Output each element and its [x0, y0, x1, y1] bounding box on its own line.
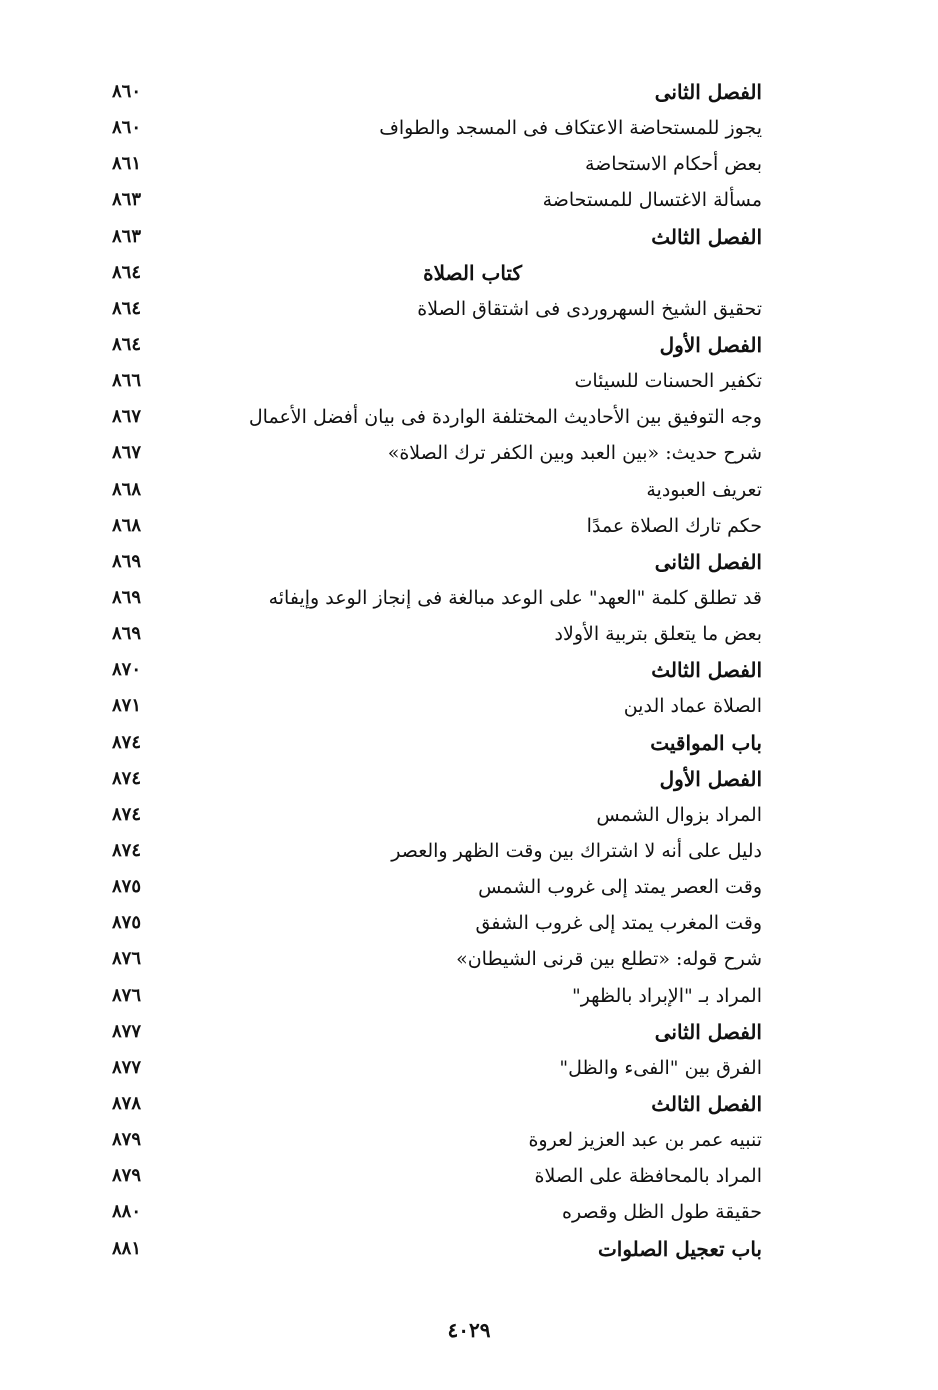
- toc-entry-page: ٨٦٨: [112, 478, 142, 500]
- toc-entry-title: مسألة الاغتسال للمستحاضة: [542, 189, 762, 212]
- toc-entry: [112, 1194, 762, 1230]
- toc-entry-title: قد تطلق كلمة "العهد" على الوعد مبالغة فى إنجاز الوعد وإيفائه: [268, 586, 762, 609]
- toc-entry: [112, 869, 762, 905]
- toc-entry-page: ٨٧٤: [112, 839, 142, 861]
- toc-section-heading: [112, 725, 762, 761]
- toc-entry-title: باب تعجيل الصلوات: [597, 1236, 762, 1261]
- toc-entry: [112, 688, 762, 724]
- toc-entry-title: الفصل الأول: [659, 332, 762, 357]
- toc-entry-title: الفصل الثانى: [654, 80, 762, 104]
- page-number: ٤٠٢٩: [447, 1318, 491, 1342]
- toc-entry-title: الفصل الأول: [659, 766, 762, 791]
- toc-entry-title: كتاب الصلاة: [423, 260, 522, 285]
- toc-entry: [112, 291, 762, 327]
- toc-entry: [112, 1050, 762, 1086]
- toc-entry-title: تنبيه عمر بن عبد العزيز لعروة: [528, 1129, 762, 1152]
- toc-entry-page: ٨٦٦: [112, 370, 142, 392]
- toc-entry-title: الفصل الثانى: [654, 549, 762, 574]
- toc-entry-page: ٨٦٣: [112, 189, 142, 211]
- toc-entry-page: ٨٦٨: [112, 514, 142, 536]
- toc-entry-page: ٨٧٧: [112, 1020, 142, 1042]
- toc-entry-title: الفرق بين "الفىء والظل": [559, 1056, 762, 1079]
- toc-entry-page: ٨٧٤: [112, 803, 142, 825]
- toc-entry-page: ٨٧٦: [112, 948, 142, 970]
- toc-section-heading: [112, 327, 762, 363]
- toc-entry-title: يجوز للمستحاضة الاعتكاف فى المسجد والطواف: [379, 117, 762, 140]
- toc-entry: [112, 182, 762, 218]
- toc-entry: [112, 472, 762, 508]
- toc-entry: [112, 1122, 762, 1158]
- toc-entry: [112, 833, 762, 869]
- toc-entry-page: ٨٦٣: [112, 225, 142, 247]
- toc-entry-page: ٨٨٠: [112, 1201, 142, 1223]
- toc-entry-page: ٨٧٩: [112, 1129, 142, 1151]
- toc-book-heading: [112, 255, 762, 291]
- toc-entry-page: ٨٧٧: [112, 1056, 142, 1078]
- toc-entry-page: ٨٦٤: [112, 261, 142, 283]
- toc-entry-page: ٨٧٥: [112, 876, 142, 898]
- toc-entry-title: شرح حديث: «بين العبد وبين الكفر ترك الصلاة»: [387, 442, 762, 465]
- toc-entry-title: تحقيق الشيخ السهروردى فى اشتقاق الصلاة: [417, 297, 762, 320]
- toc-entry: [112, 363, 762, 399]
- toc-entry-page: ٨٧٤: [112, 767, 142, 789]
- toc-entry-title: تكفير الحسنات للسيئات: [574, 370, 762, 393]
- toc-entry-title: شرح قوله: «تطلع بين قرنى الشيطان»: [456, 948, 762, 971]
- toc-entry-title: بعض أحكام الاستحاضة: [584, 153, 762, 176]
- toc-entry-page: ٨٦١: [112, 153, 142, 175]
- toc-entry-page: ٨٦٤: [112, 333, 142, 355]
- toc-section-heading: [112, 761, 762, 797]
- toc-entry-title: حكم تارك الصلاة عمدًا: [586, 514, 762, 537]
- toc-entry-page: ٨٦٩: [112, 586, 142, 608]
- toc-section-heading: [112, 544, 762, 580]
- toc-entry-title: دليل على أنه لا اشتراك بين وقت الظهر والعصر: [391, 839, 762, 862]
- toc-entry-title: الفصل الثالث: [651, 658, 762, 683]
- toc-entry-page: ٨٨١: [112, 1237, 142, 1259]
- toc-entry-page: ٨٦٩: [112, 623, 142, 645]
- toc-entry: [112, 580, 762, 616]
- toc-entry-title: بعض ما يتعلق بتربية الأولاد: [554, 623, 762, 646]
- toc-entry-page: ٨٧٠: [112, 659, 142, 681]
- toc-entry: [112, 797, 762, 833]
- toc-entry-title: الفصل الثالث: [651, 224, 762, 249]
- toc-entry-title: وقت العصر يمتد إلى غروب الشمس: [478, 876, 762, 899]
- toc-entry: [112, 146, 762, 182]
- toc-entry-page: ٨٦٧: [112, 442, 142, 464]
- table-of-contents: [112, 74, 762, 1267]
- toc-entry-page: ٨٧٦: [112, 984, 142, 1006]
- toc-entry-title: تعريف العبودية: [646, 478, 762, 501]
- toc-entry: [112, 435, 762, 471]
- toc-entry-title: وقت المغرب يمتد إلى غروب الشفق: [475, 912, 762, 935]
- toc-section-heading: [112, 1014, 762, 1050]
- toc-entry-title: الصلاة عماد الدين: [623, 695, 762, 718]
- toc-entry-title: المراد بـ "الإبراد بالظهر": [571, 984, 762, 1007]
- toc-section-heading: [112, 219, 762, 255]
- toc-entry-title: الفصل الثالث: [651, 1091, 762, 1116]
- toc-entry-page: ٨٦٠: [112, 117, 142, 139]
- toc-section-heading: [112, 652, 762, 688]
- toc-entry-title: وجه التوفيق بين الأحاديث المختلفة الواردة فى بيان أفضل الأعمال: [248, 406, 762, 429]
- toc-entry: [112, 905, 762, 941]
- toc-entry-page: ٨٦٧: [112, 406, 142, 428]
- toc-entry-title: المراد بالمحافظة على الصلاة: [534, 1165, 762, 1188]
- toc-entry: [112, 399, 762, 435]
- toc-section-heading: [112, 1086, 762, 1122]
- toc-entry: [112, 508, 762, 544]
- toc-entry-page: ٨٦٠: [112, 81, 142, 102]
- toc-entry-page: ٨٧٥: [112, 912, 142, 934]
- toc-entry: [112, 616, 762, 652]
- toc-section-heading: [112, 74, 762, 110]
- toc-entry-title: المراد بزوال الشمس: [596, 803, 762, 826]
- toc-entry: [112, 110, 762, 146]
- toc-entry-title: باب المواقيت: [650, 730, 762, 755]
- toc-entry-title: الفصل الثانى: [654, 1019, 762, 1044]
- toc-entry-page: ٨٦٩: [112, 550, 142, 572]
- toc-section-heading: [112, 1231, 762, 1267]
- toc-entry-page: ٨٧٤: [112, 731, 142, 753]
- toc-entry: [112, 941, 762, 977]
- toc-entry: [112, 1158, 762, 1194]
- toc-entry-page: ٨٧١: [112, 695, 142, 717]
- toc-entry-title: حقيقة طول الظل وقصره: [562, 1201, 762, 1224]
- toc-entry-page: ٨٦٤: [112, 297, 142, 319]
- toc-entry-page: ٨٧٩: [112, 1165, 142, 1187]
- toc-entry-page: ٨٧٨: [112, 1092, 142, 1114]
- toc-entry: [112, 978, 762, 1014]
